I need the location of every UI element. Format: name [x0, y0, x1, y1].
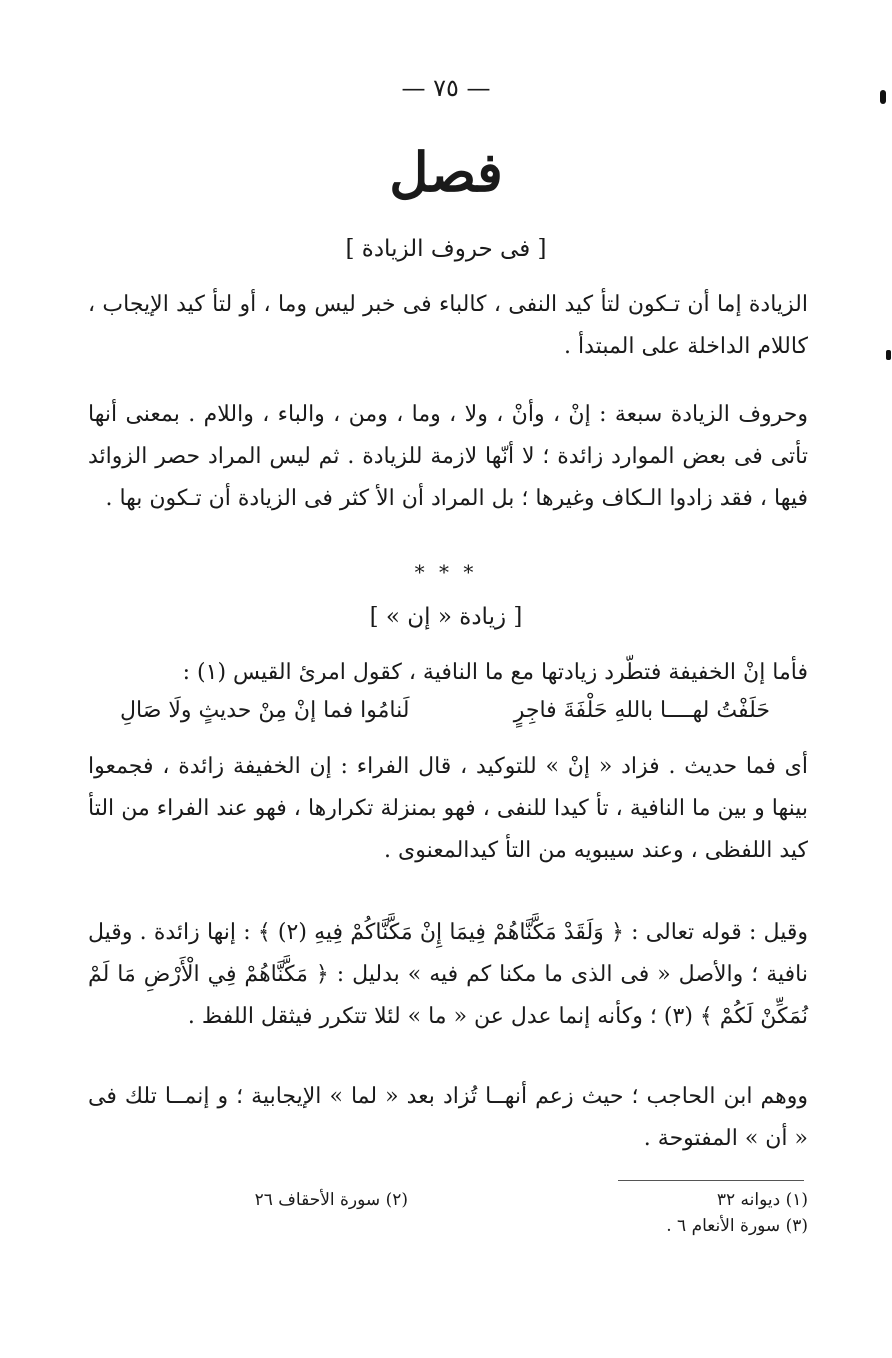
- paragraph-intro-2: وحروف الزيادة سبعة : إنْ ، وأنْ ، ولا ، وما ، ومن ، والباء ، واللام . بمعنى أنها تأتى فى بعض الموارد زائدة ؛ لا أنّها لازمة للزيادة . ثم ليس المراد حصر الزوائد فيها ، فقد زادوا الـكاف وغيرها ؛ بل المراد أن الأ كثر فى الزيادة أن تـكون بها .: [88, 402, 808, 511]
- section-heading: [ فى حروف الزيادة ]: [345, 236, 547, 262]
- verse-hemistich-2: لَنامُوا فما إنْ مِنْ حديثٍ ولَا صَالِ: [120, 698, 410, 723]
- paragraph-body-2: وقيل : قوله تعالى : ﴿ وَلَقَدْ مَكَّنَّاهُمْ فِيمَا إِنْ مَكَّنَّاكُمْ فِيهِ (٢) ﴾ : إنها زائدة . وقيل نافية ؛ والأصل « فى الذى ما مكنا كم فيه » بدليل : ﴿ مَكَّنَّاهُمْ فِي الْأَرْضِ مَا لَمْ نُمَكِّنْ لَكُمْ ﴾ (٣) ؛ وكأنه إنما عدل عن « ما » لئلا تتكرر فيثقل اللفظ .: [88, 920, 808, 1029]
- section-separator: * * *: [414, 560, 478, 584]
- margin-ink-mark: [886, 350, 891, 360]
- paragraph-intro-1: الزيادة إما أن تـكون لتأ كيد النفى ، كالباء فى خبر ليس وما ، أو لتأ كيد الإيجاب ، كاللام الداخلة على المبتدأ .: [88, 292, 808, 359]
- poetry-verse: [120, 698, 770, 723]
- footnote-1: (١) ديوانه ٣٢: [716, 1190, 808, 1210]
- page-number: — ٧٥ —: [401, 74, 491, 102]
- footnote-2: (٢) سورة الأحقاف ٢٦: [254, 1190, 408, 1210]
- verse-hemistich-1: حَلَفْتُ لهــــا باللهِ حَلْفَةَ فاجِرٍ: [513, 698, 770, 723]
- paragraph-body-3: ووهم ابن الحاجب ؛ حيث زعم أنهــا تُزاد بعد « لما » الإيجابية ؛ و إنمــا تلك فى « أن » المفتوحة .: [88, 1084, 808, 1151]
- footnote-3: (٣) سورة الأنعام ٦ .: [666, 1216, 808, 1236]
- paragraph-body-1: أى فما حديث . فزاد « إنْ » للتوكيد ، قال الفراء : إن الخفيفة زائدة ، فجمعوا بينها و بين ما النافية ، تأ كيدا للنفى ، فهو بمنزلة تكرارها ، فهو عند الفراء من التأ كيد اللفظى ، وعند سيبويه من التأ كيدالمعنوى .: [88, 754, 808, 863]
- footnote-divider: [618, 1180, 804, 1181]
- chapter-title: فصل: [389, 140, 503, 204]
- quote-intro: فأما إنْ الخفيفة فتطّرد زيادتها مع ما النافية ، كقول امرئ القيس (١) :: [182, 660, 808, 685]
- subsection-heading: [ زيادة « إن » ]: [369, 604, 523, 630]
